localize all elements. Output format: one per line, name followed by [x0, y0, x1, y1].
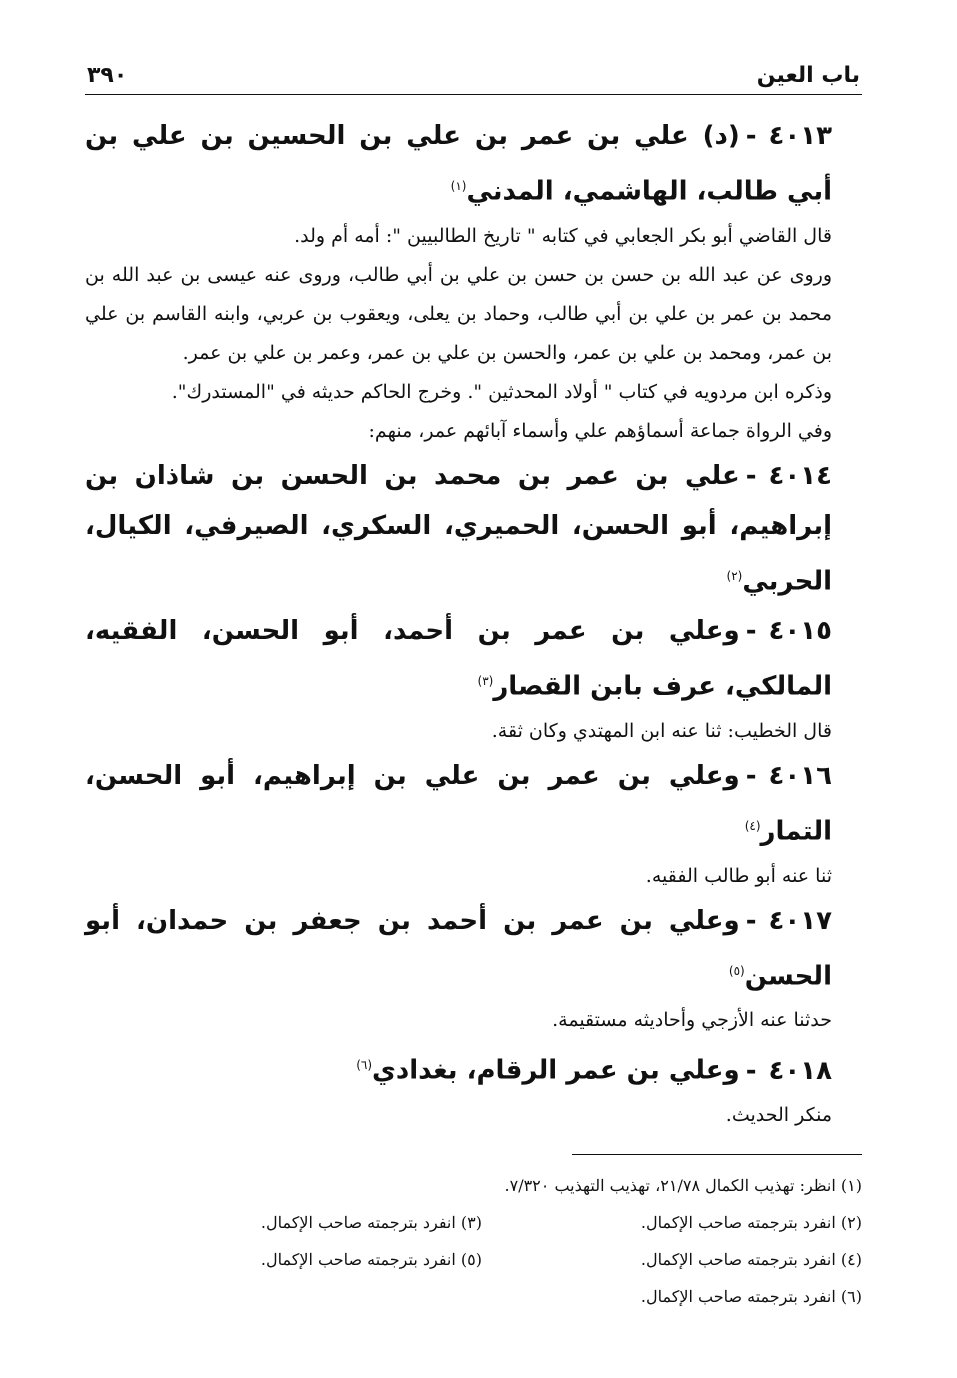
paragraph: منكر الحديث. — [725, 1103, 832, 1126]
entry-number: ٤٠١٦ — [768, 760, 832, 791]
chapter-title: باب العين — [756, 63, 860, 88]
entry-4014-title — [85, 451, 862, 607]
page-number: ٣٩٠ — [87, 63, 128, 88]
entry-heading: وعلي بن عمر بن أحمد بن جعفر بن حمدان، أبو الحسن — [85, 905, 832, 992]
entry-dash: - — [745, 121, 757, 151]
paragraph: قال القاضي أبو بكر الجعابي في كتابه " تاريخ الطالبيين ": أمه أم ولد. — [294, 224, 832, 247]
footnote-ref[interactable]: (٥) — [728, 963, 745, 978]
paragraph: وفي الرواة جماعة أسماؤهم علي وأسماء آبائهم عمر، منهم: — [368, 419, 832, 442]
footnote-1: (١) انظر: تهذيب الكمال ٢١/٧٨، تهذيب التهذيب ٧/٣٢٠. — [504, 1176, 862, 1195]
footnote-5: (٥) انفرد بترجمته صاحب الإكمال. — [260, 1250, 482, 1269]
footnote-ref[interactable]: (١) — [450, 179, 467, 193]
footnote-divider — [572, 1154, 862, 1155]
footnote-ref[interactable]: (٦) — [356, 1058, 373, 1073]
entry-heading: وعلي بن عمر بن علي بن إبراهيم، أبو الحسن، التمار — [85, 760, 832, 847]
footnote-row — [85, 1204, 862, 1241]
entry-dash: - — [745, 616, 757, 647]
entry-4017-title — [85, 896, 862, 1002]
footnote-3: (٣) انفرد بترجمته صاحب الإكمال. — [260, 1213, 482, 1232]
footnote-6: (٦) انفرد بترجمته صاحب الإكمال. — [640, 1287, 862, 1306]
footnotes — [85, 1154, 862, 1315]
entry-number: ٤٠١٣ — [768, 121, 832, 151]
paragraph: وذكره ابن مردويه في كتاب " أولاد المحدثين ". وخرج الحاكم حديثه في "المستدرك". — [171, 380, 832, 403]
entry-number: ٤٠١٨ — [768, 1055, 832, 1086]
footnote-row — [85, 1241, 862, 1278]
entry-heading: علي بن عمر بن محمد بن الحسن بن شاذان بن إبراهيم، أبو الحسن، الحميري، السكري، الصيرفي، الكيال، الحربي — [85, 460, 832, 597]
paragraph: قال الخطيب: ثنا عنه ابن المهتدي وكان ثقة. — [491, 719, 832, 742]
entry-4016-title — [85, 751, 862, 857]
page-header — [85, 52, 862, 95]
entry-number: ٤٠١٥ — [768, 616, 832, 647]
entry-heading: وعلي بن عمر الرقام، بغدادي — [372, 1055, 740, 1086]
entry-4018-title — [85, 1040, 862, 1096]
entry-heading: (د) علي بن عمر بن علي بن الحسين بن علي بن أبي طالب، الهاشمي، المدني — [85, 121, 832, 207]
entry-heading: وعلي بن عمر بن أحمد، أبو الحسن، الفقيه، المالكي، عرف بابن القصار — [85, 616, 832, 702]
entry-dash: - — [745, 1055, 757, 1086]
footnote-ref[interactable]: (٣) — [477, 674, 494, 689]
entry-number: ٤٠١٤ — [768, 460, 832, 491]
footnote-ref[interactable]: (٢) — [726, 568, 743, 583]
entry-dash: - — [745, 760, 757, 791]
entry-dash: - — [745, 460, 757, 491]
entry-4015-title — [85, 606, 862, 712]
footnote-4: (٤) انفرد بترجمته صاحب الإكمال. — [640, 1250, 862, 1269]
entry-4013-title — [85, 111, 862, 217]
book-page — [85, 52, 862, 1342]
paragraph: حدثنا عنه الأزجي وأحاديثه مستقيمة. — [552, 1009, 832, 1032]
entry-dash: - — [745, 905, 757, 936]
footnote-2: (٢) انفرد بترجمته صاحب الإكمال. — [640, 1213, 862, 1232]
entry-number: ٤٠١٧ — [768, 905, 832, 936]
footnote-ref[interactable]: (٤) — [744, 818, 761, 833]
page-body — [85, 111, 862, 1135]
paragraph: وروى عن عبد الله بن حسن بن حسن بن علي بن أبي طالب، وروى عنه عيسى بن عبد الله بن محمد بن عمر بن علي بن أبي طالب، وحماد بن يعلى، ويعقوب بن عربي، وابنه القاسم بن علي بن عمر، ومحمد بن علي بن عمر، والحسن بن علي بن عمر، وعمر بن علي بن عمر. — [85, 263, 832, 364]
paragraph: ثنا عنه أبو طالب الفقيه. — [645, 864, 832, 887]
